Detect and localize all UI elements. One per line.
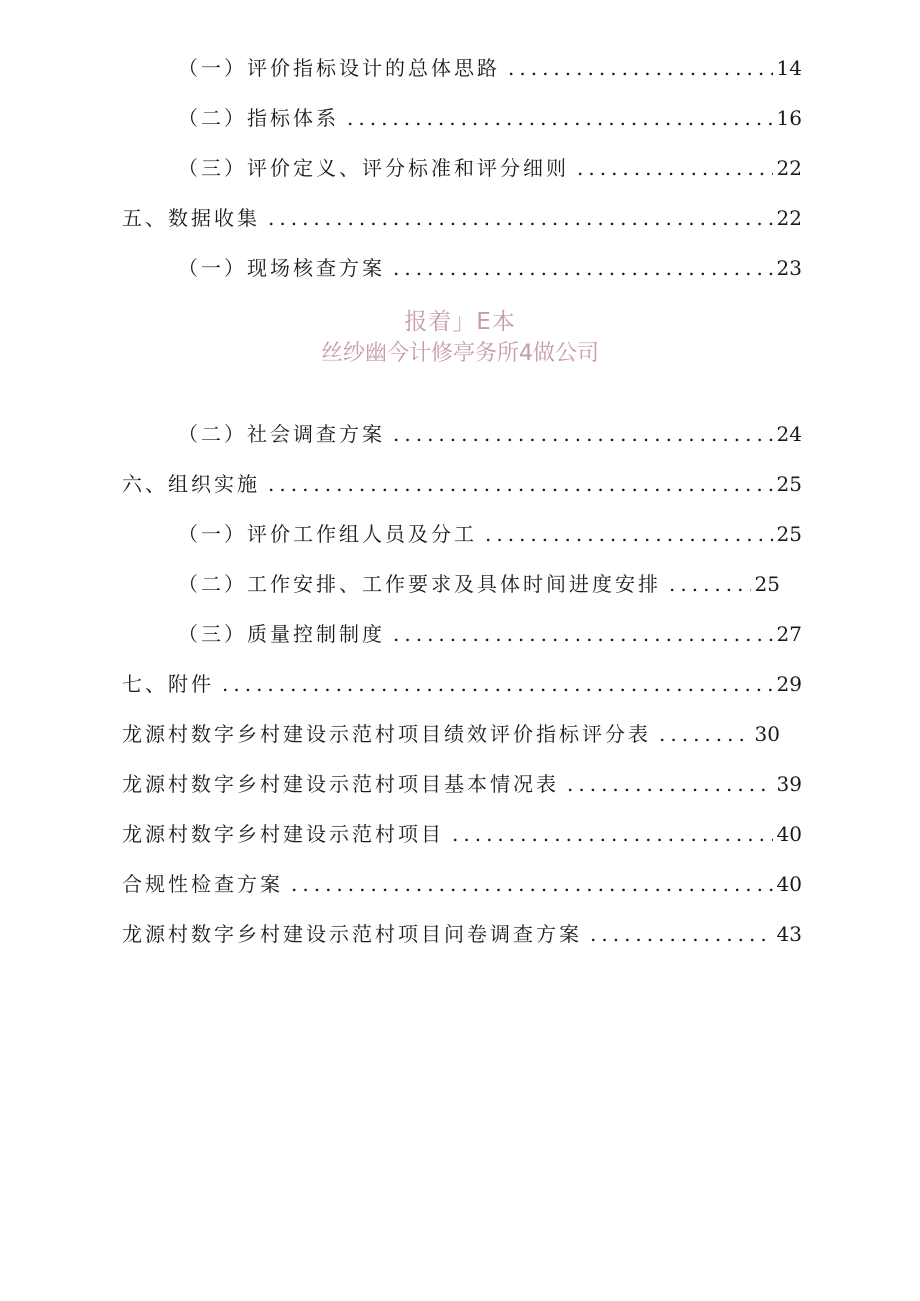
toc-entry-title: （三）评价定义、评分标准和评分细则 [178, 156, 569, 180]
toc-entry-title: 合规性检查方案 [122, 872, 283, 896]
toc-leader-dots [291, 872, 773, 896]
toc-entry-page: 16 [776, 106, 802, 130]
toc-entry[interactable] [178, 252, 802, 282]
toc-entry-title: 五、数据收集 [122, 206, 260, 230]
toc-leader-dots [485, 522, 773, 546]
toc-entry-title: 七、附件 [122, 672, 214, 696]
toc-leader-dots [393, 622, 773, 646]
toc-leader-dots [347, 106, 773, 130]
toc-entry[interactable] [122, 468, 802, 498]
toc-leader-dots [659, 722, 751, 746]
toc-entry-page: 23 [776, 256, 802, 280]
toc-entry-title: 龙源村数字乡村建设示范村项目 [122, 822, 444, 846]
toc-entry-title: （三）质量控制制度 [178, 622, 385, 646]
toc-entry-title: 龙源村数字乡村建设示范村项目问卷调查方案 [122, 922, 582, 946]
toc-entry-page: 25 [776, 522, 802, 546]
toc-entry-page: 25 [776, 472, 802, 496]
toc-entry-page: 22 [776, 156, 802, 180]
toc-entry-title: （二）社会调查方案 [178, 422, 385, 446]
toc-entry-page: 40 [776, 872, 802, 896]
toc-entry-title: （一）现场核查方案 [178, 256, 385, 280]
toc-entry[interactable] [122, 918, 802, 948]
toc-entry-page: 43 [776, 922, 802, 946]
toc-entry-title: （一）评价指标设计的总体思路 [178, 56, 500, 80]
toc-entry-page: 24 [776, 422, 802, 446]
toc-entry[interactable] [178, 568, 780, 598]
toc-entry-title: （二）指标体系 [178, 106, 339, 130]
toc-entry[interactable] [178, 518, 802, 548]
toc-entry[interactable] [122, 668, 802, 698]
toc-leader-dots [393, 256, 773, 280]
toc-entry[interactable] [178, 152, 802, 182]
toc-leader-dots [669, 572, 751, 596]
toc-entry[interactable] [178, 102, 802, 132]
toc-entry-page: 25 [754, 572, 780, 596]
watermark-line-1: 报着」E本 [404, 309, 516, 335]
toc-leader-dots [268, 472, 773, 496]
toc-entry-page: 27 [776, 622, 802, 646]
toc-entry[interactable] [122, 818, 802, 848]
toc-entry-title: （一）评价工作组人员及分工 [178, 522, 477, 546]
toc-entry-page: 14 [776, 56, 802, 80]
toc-entry-title: 龙源村数字乡村建设示范村项目绩效评价指标评分表 [122, 722, 651, 746]
toc-entry-title: （二）工作安排、工作要求及具体时间进度安排 [178, 572, 661, 596]
toc-entry[interactable] [178, 418, 802, 448]
toc-leader-dots [222, 672, 773, 696]
toc-entry-page: 29 [776, 672, 802, 696]
toc-leader-dots [268, 206, 773, 230]
watermark-line-2: 丝纱幽今计修亭务所4做公司 [321, 341, 599, 366]
toc-entry[interactable] [178, 618, 802, 648]
toc-leader-dots [508, 56, 773, 80]
toc-entry-page: 22 [776, 206, 802, 230]
toc-entry-title: 龙源村数字乡村建设示范村项目基本情况表 [122, 772, 559, 796]
toc-entry-page: 40 [776, 822, 802, 846]
toc-entry[interactable] [122, 868, 802, 898]
toc-entry[interactable] [122, 202, 802, 232]
toc-leader-dots [590, 922, 773, 946]
toc-leader-dots [567, 772, 773, 796]
toc-entry-title: 六、组织实施 [122, 472, 260, 496]
toc-leader-dots [452, 822, 773, 846]
toc-entry[interactable] [122, 768, 802, 798]
toc-entry-page: 39 [776, 772, 802, 796]
toc-leader-dots [393, 422, 773, 446]
toc-entry[interactable] [122, 718, 780, 748]
toc-leader-dots [577, 156, 773, 180]
toc-entry[interactable] [178, 52, 802, 82]
toc-entry-page: 30 [754, 722, 780, 746]
